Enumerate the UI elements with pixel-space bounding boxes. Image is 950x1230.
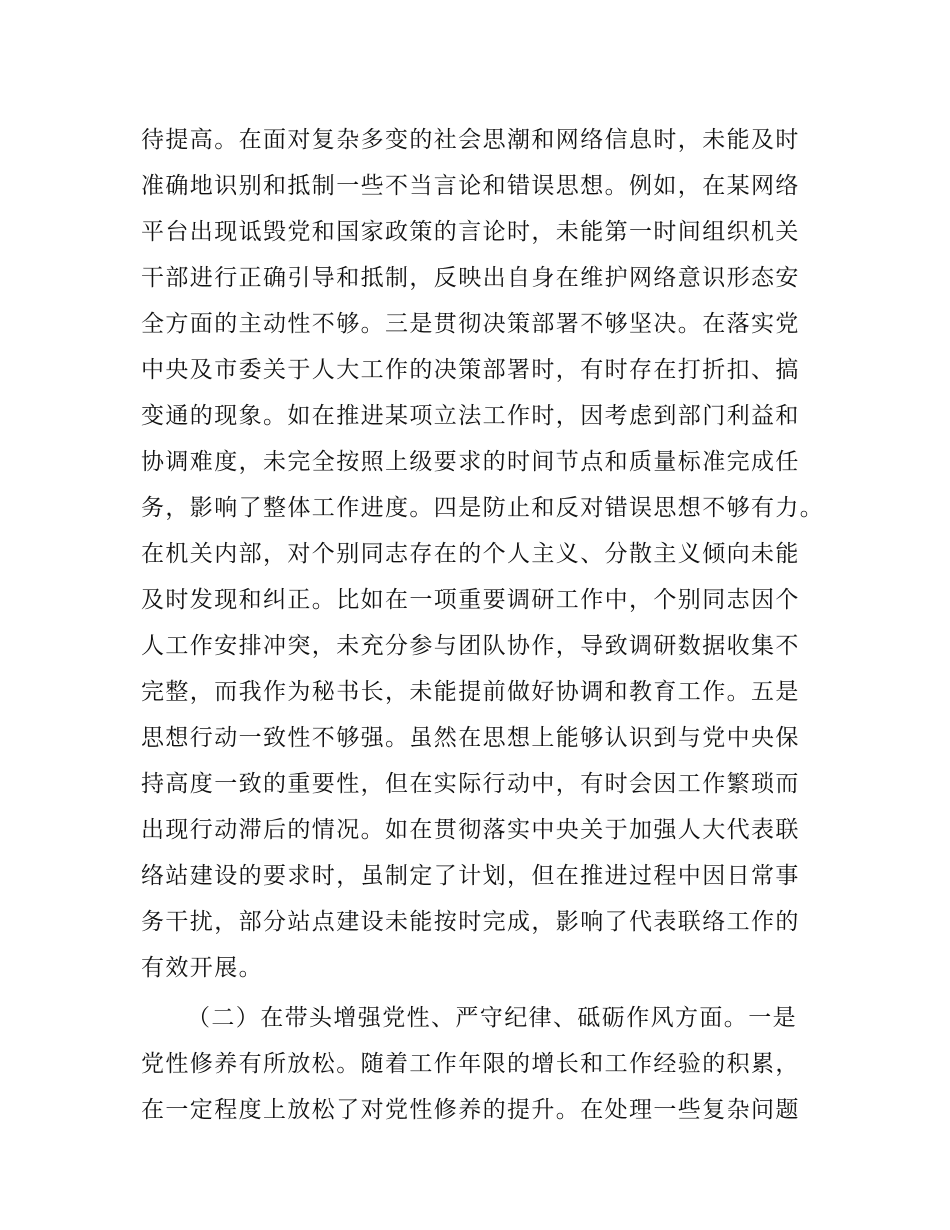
paragraph-2	[141, 995, 821, 1133]
text-line: 干部进行正确引导和抵制，反映出自身在维护网络意识形态安	[141, 265, 800, 291]
paragraph-1	[141, 117, 825, 991]
text-line: 人工作安排冲突，未充分参与团队协作，导致调研数据收集不	[141, 633, 800, 659]
text-line: 出现行动滞后的情况。如在贯彻落实中央关于加强人大代表联	[141, 817, 800, 843]
text-line: 协调难度，未完全按照上级要求的时间节点和质量标准完成任	[141, 449, 800, 475]
text-line: 党性修养有所放松。随着工作年限的增长和工作经验的积累，	[141, 1051, 800, 1077]
text-line: 持高度一致的重要性，但在实际行动中，有时会因工作繁琐而	[141, 771, 800, 797]
text-line: 务，影响了整体工作进度。四是防止和反对错误思想不够有力。	[141, 495, 825, 521]
document-body	[141, 117, 825, 1133]
text-line: 在机关内部，对个别同志存在的个人主义、分散主义倾向未能	[141, 541, 800, 567]
text-line: 准确地识别和抵制一些不当言论和错误思想。例如，在某网络	[141, 173, 800, 199]
section-heading-line: （二）在带头增强党性、严守纪律、砥砺作风方面。一是	[187, 1005, 797, 1031]
text-line: 全方面的主动性不够。三是贯彻决策部署不够坚决。在落实党	[141, 311, 800, 337]
text-line: 完整，而我作为秘书长，未能提前做好协调和教育工作。五是	[141, 679, 800, 705]
text-line: 中央及市委关于人大工作的决策部署时，有时存在打折扣、搞	[141, 357, 800, 383]
text-line: 平台出现诋毁党和国家政策的言论时，未能第一时间组织机关	[141, 219, 800, 245]
text-line: 在一定程度上放松了对党性修养的提升。在处理一些复杂问题	[141, 1097, 800, 1123]
text-line: 待提高。在面对复杂多变的社会思潮和网络信息时，未能及时	[141, 127, 800, 153]
text-line: 有效开展。	[141, 955, 263, 981]
text-line: 务干扰，部分站点建设未能按时完成，影响了代表联络工作的	[141, 909, 800, 935]
text-line: 及时发现和纠正。比如在一项重要调研工作中，个别同志因个	[141, 587, 800, 613]
text-line: 变通的现象。如在推进某项立法工作时，因考虑到部门利益和	[141, 403, 800, 429]
text-line: 思想行动一致性不够强。虽然在思想上能够认识到与党中央保	[141, 725, 800, 751]
text-line: 络站建设的要求时，虽制定了计划，但在推进过程中因日常事	[141, 863, 800, 889]
